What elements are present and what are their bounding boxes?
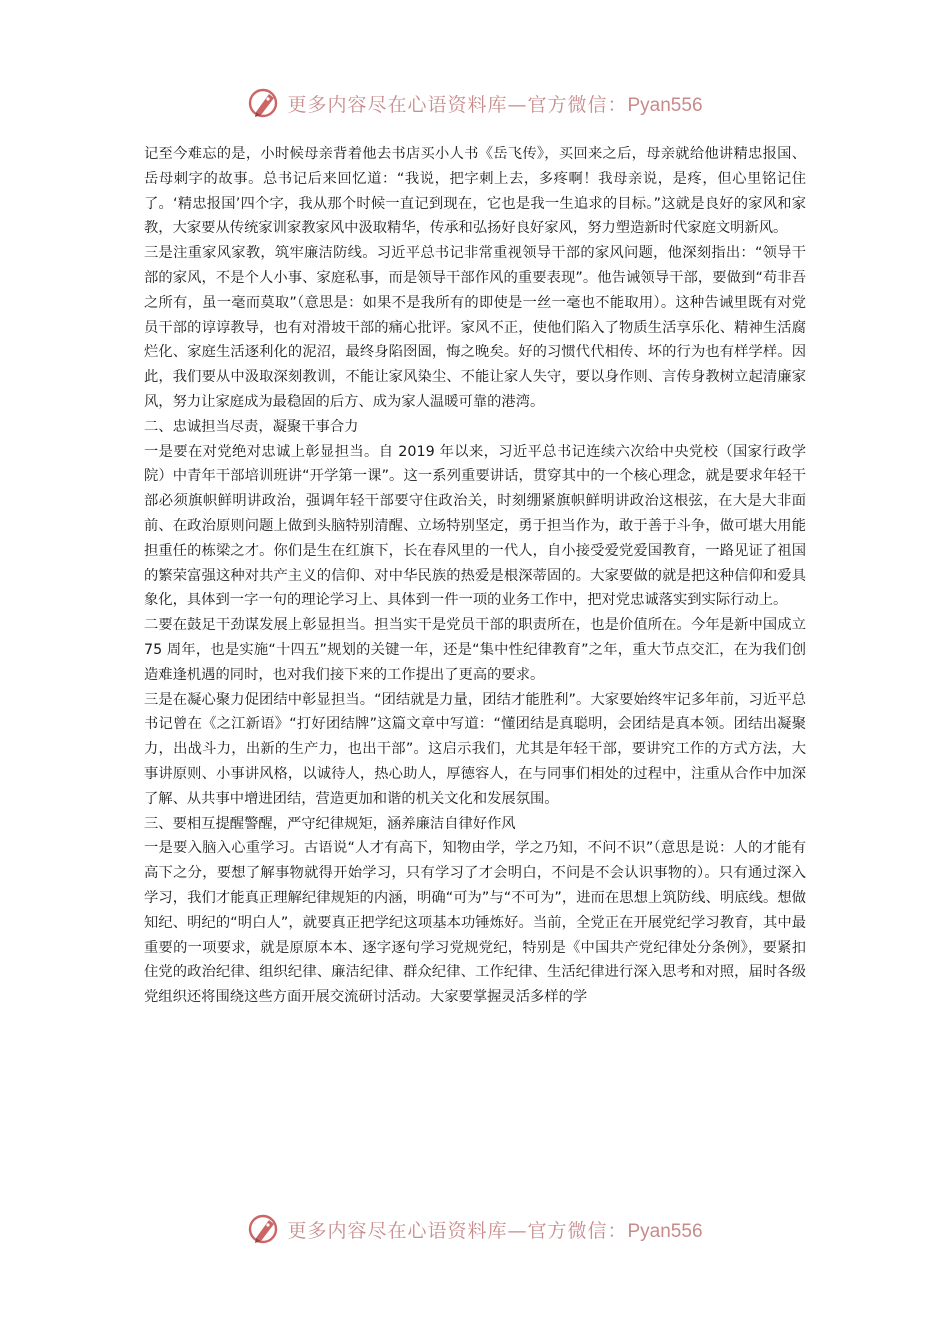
section-heading-3: 三、要相互提醒警醒，严守纪律规矩，涵养廉洁自律好作风 (144, 815, 516, 832)
banner-text: 更多内容尽在心语资料库—官方微信：Pyan556 (287, 93, 703, 116)
document-body (144, 142, 806, 1010)
banner-text: 更多内容尽在心语资料库—官方微信：Pyan556 (287, 1219, 703, 1242)
header-watermark-banner (0, 81, 950, 125)
paragraph-1: 记至今难忘的是，小时候母亲背着他去书店买小人书《岳飞传》，买回来之后，母亲就给他讲精忠报国、岳母刺字的故事。总书记后来回忆道：“我说，把字刺上去，多疼啊！我母亲说，是疼，但心里铭记住了。‘精忠报国’四个字，我从那个时候一直记到现在，它也是我一生追求的目标。”这就是良好的家风和家教，大家要从传统家训家教家风中汲取精华，传承和弘扬好良好家风，努力塑造新时代家庭文明新风。 (144, 146, 806, 237)
wechat-id: Pyan556 (627, 94, 703, 116)
paragraph-3: 一是要在对党绝对忠诚上彰显担当。自 2019 年以来，习近平总书记连续六次给中央党校（国家行政学院）中青年干部培训班讲“开学第一课”。这一系列重要讲话，贯穿其中的一个核心理念，就是要求年轻干部必须旗帜鲜明讲政治，强调年轻干部要守住政治关，时刻绷紧旗帜鲜明讲政治这根弦，在大是大非面前、在政治原则问题上做到头脑特别清醒、立场特别坚定，勇于担当作为，敢于善于斗争，做可堪大用能担重任的栋梁之才。你们是生在红旗下，长在春风里的一代人，自小接受爱党爱国教育，一路见证了祖国的繁荣富强这种对共产主义的信仰、对中华民族的热爱是根深蒂固的。大家要做的就是把这种信仰和爱具象化，具体到一字一句的理论学习上、具体到一件一项的业务工作中，把对党忠诚落实到实际行动上。 (144, 443, 806, 609)
pen-nib-logo-icon (247, 86, 281, 120)
paragraph-4: 二要在鼓足干劲谋发展上彰显担当。担当实干是党员干部的职责所在，也是价值所在。今年是新中国成立 75 周年，也是实施“十四五”规划的关键一年，还是“集中性纪律教育”之年，重大节点交汇，在为我们创造难逢机遇的同时，也对我们接下来的工作提出了更高的要求。 (144, 617, 806, 683)
pen-nib-logo-icon (247, 1212, 281, 1246)
footer-watermark-banner (0, 1207, 950, 1251)
paragraph-2: 三是注重家风家教，筑牢廉洁防线。习近平总书记非常重视领导干部的家风问题，他深刻指出：“领导干部的家风，不是个人小事、家庭私事，而是领导干部作风的重要表现”。他告诫领导干部，要做到“苟非吾之所有，虽一毫而莫取”（意思是：如果不是我所有的即使是一丝一毫也不能取用）。这种告诫里既有对党员干部的谆谆教导，也有对滑坡干部的痛心批评。家风不正，使他们陷入了物质生活享乐化、精神生活腐烂化、家庭生活逐利化的泥沼，最终身陷囹圄，悔之晚矣。好的习惯代代相传、坏的行为也有样学样。因此，我们要从中汲取深刻教训，不能让家风染尘、不能让家人失守，要以身作则、言传身教树立起清廉家风，努力让家庭成为最稳固的后方、成为家人温暖可靠的港湾。 (144, 245, 806, 410)
paragraph-6: 一是要入脑入心重学习。古语说“人才有高下，知物由学，学之乃知，不问不识”（意思是说：人的才能有高下之分，要想了解事物就得开始学习，只有学习了才会明白，不问是不会认识事物的）。只有通过深入学习，我们才能真正理解纪律规矩的内涵，明确“可为”与“不可为”，进而在思想上筑防线、明底线。想做知纪、明纪的“明白人”，就要真正把学纪这项基本功锤炼好。当前，全党正在开展党纪学习教育，其中最重要的一项要求，就是原原本本、逐字逐句学习党规党纪，特别是《中国共产党纪律处分条例》，要紧扣住党的政治纪律、组织纪律、廉洁纪律、群众纪律、工作纪律、生活纪律进行深入思考和对照，届时各级党组织还将围绕这些方面开展交流研讨活动。大家要掌握灵活多样的学 (144, 840, 806, 1006)
section-heading-2: 二、忠诚担当尽责，凝聚干事合力 (144, 418, 359, 435)
wechat-id: Pyan556 (627, 1220, 703, 1242)
paragraph-5: 三是在凝心聚力促团结中彰显担当。“团结就是力量，团结才能胜利”。大家要始终牢记多年前，习近平总书记曾在《之江新语》“打好团结牌”这篇文章中写道：“懂团结是真聪明，会团结是真本领。团结出凝聚力，出战斗力，出新的生产力，也出干部”。这启示我们，尤其是年轻干部，要讲究工作的方式方法，大事讲原则、小事讲风格，以诚待人，热心助人，厚德容人，在与同事们相处的过程中，注重从合作中加深了解、从共事中增进团结，营造更加和谐的机关文化和发展氛围。 (144, 691, 806, 807)
